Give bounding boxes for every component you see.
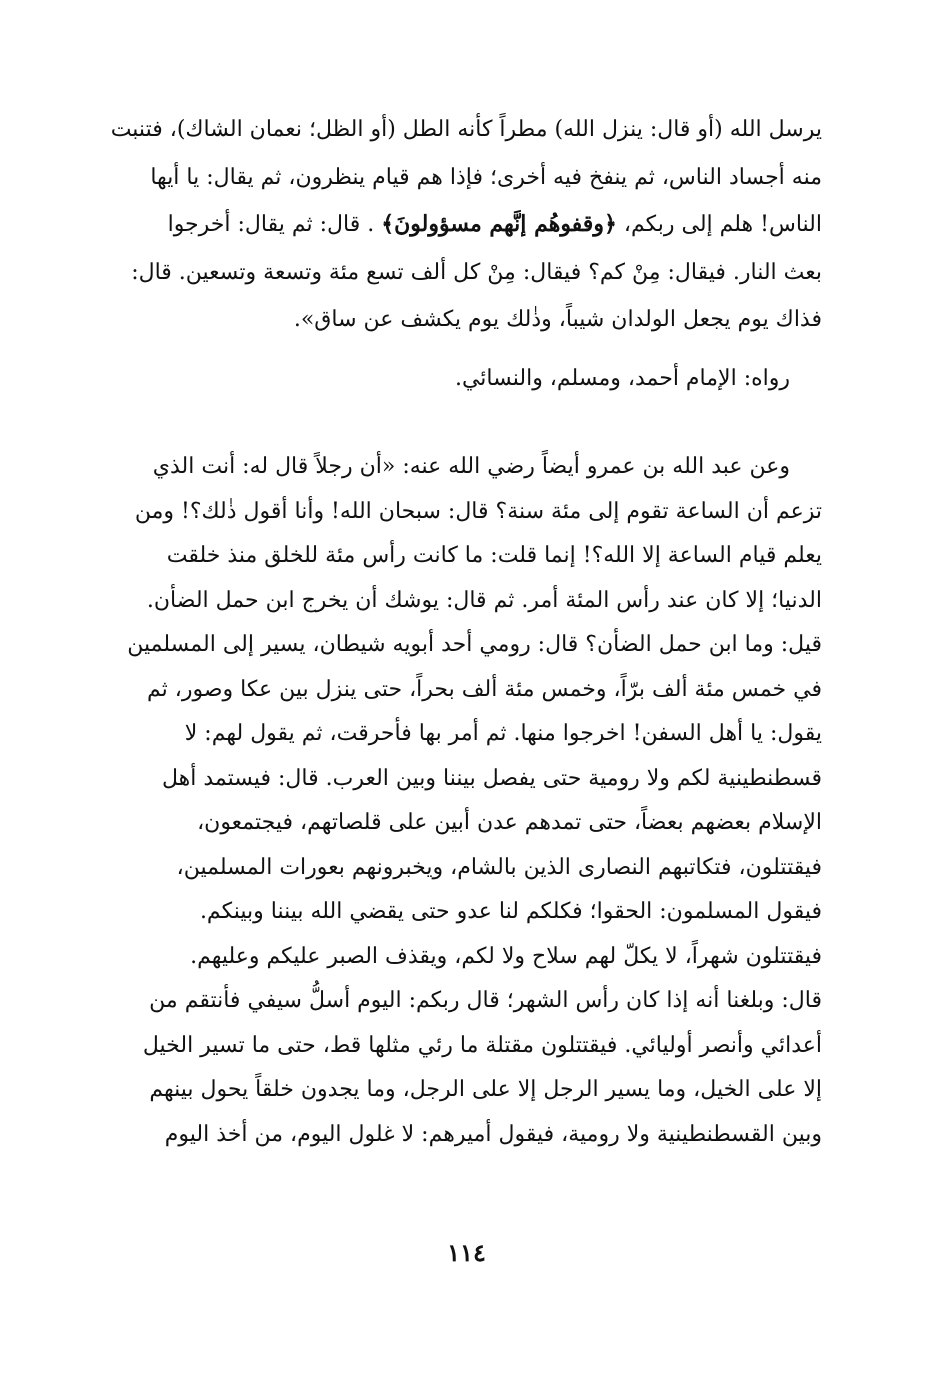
text-line: إلا على الخيل، وما يسير الرجل إلا على الرجل، وما يجدون خلقاً يحول بينهم: [149, 1077, 822, 1102]
text-line: بعث النار. فيقال: مِنْ كم؟ فيقال: مِنْ كل ألف تسع مئة وتسعة وتسعين. قال:: [131, 259, 822, 285]
text-line: يعلم قيام الساعة إلا الله؟! إنما قلت: ما كانت رأس مئة للخلق منذ خلقت: [166, 543, 822, 568]
narration-source: [102, 355, 822, 403]
text-line: قسطنطينية لكم ولا رومية حتى يفصل بيننا وبين العرب. قال: فيستمد أهل: [161, 765, 822, 791]
quran-verse: ﴿وقفوهُم إنَّهم مسؤولونَ﴾: [381, 211, 617, 237]
text-line: يرسل الله (أو قال: ينزل الله) مطراً كأنه الطل (أو الظل؛ نعمان الشاك)، فتنبت: [110, 117, 822, 142]
text-line: أعدائي وأنصر أوليائي. فيقتتلون مقتلة ما رئي مثلها قط، حتى ما تسير الخيل: [142, 1032, 822, 1058]
text-line: وبين القسطنطينية ولا رومية، فيقول أميرهم: لا غلول اليوم، من أخذ اليوم: [164, 1121, 822, 1147]
text-line: في خمس مئة ألف برّاً، وخمس مئة ألف بحراً، حتى ينزل بين عكا وصور، ثم: [147, 676, 822, 702]
text-line: قيل: وما ابن حمل الضأن؟ قال: رومي أحد أبويه شيطان، يسير إلى المسلمين: [127, 632, 822, 657]
text-line: الدنيا؛ إلا كان عند رأس المئة أمر. ثم قال: يوشك أن يخرج ابن حمل الضأن.: [146, 587, 822, 613]
text-line: فيقتتلون، فتكاتبهم النصارى الذين بالشام، ويخبرونهم بعورات المسلمين،: [176, 854, 822, 880]
text-line: فذاك يوم يجعل الولدان شيباً، وذٰلك يوم يكشف عن ساق».: [293, 307, 822, 332]
text-segment: . قال: ثم يقال: أخرجوا: [167, 212, 375, 237]
text-line: رواه: الإمام أحمد، ومسلم، والنسائي.: [454, 366, 790, 391]
text-line: الإسلام بعضهم بعضاً، حتى تمدهم عدن أبين على قلصاتهم، فيجتمعون،: [197, 810, 822, 835]
text-segment: الناس! هلم إلى ربكم،: [623, 212, 822, 237]
hadith-paragraph-1: [102, 106, 822, 344]
hadith-paragraph-2: [102, 445, 822, 1157]
text-line: يقول: يا أهل السفن! اخرجوا منها. ثم أمر بها فأحرقت، ثم يقول لهم: لا: [184, 721, 822, 746]
page-number: ١١٤: [447, 1238, 486, 1267]
text-line: قال: وبلغنا أنه إذا كان رأس الشهر؛ قال ربكم: اليوم أسلُّ سيفي فأنتقم من: [149, 988, 822, 1013]
text-line: [102, 201, 822, 249]
text-line: فيقتتلون شهراً، لا يكلّ لهم سلاح ولا لكم، ويقذف الصبر عليكم وعليهم.: [190, 943, 822, 969]
text-line: فيقول المسلمون: الحقوا؛ فكلكم لنا عدو حتى يقضي الله بيننا وبينكم.: [199, 899, 822, 924]
text-line: منه أجساد الناس، ثم ينفخ فيه أخرى؛ فإذا هم قيام ينظرون، ثم يقال: يا أيها: [150, 164, 822, 190]
text-line: وعن عبد الله بن عمرو أيضاً رضي الله عنه: «أن رجلاً قال له: أنت الذي: [152, 454, 790, 479]
text-line: تزعم أن الساعة تقوم إلى مئة سنة؟ قال: سبحان الله! وأنا أقول ذٰلك؟! ومن: [134, 498, 822, 524]
